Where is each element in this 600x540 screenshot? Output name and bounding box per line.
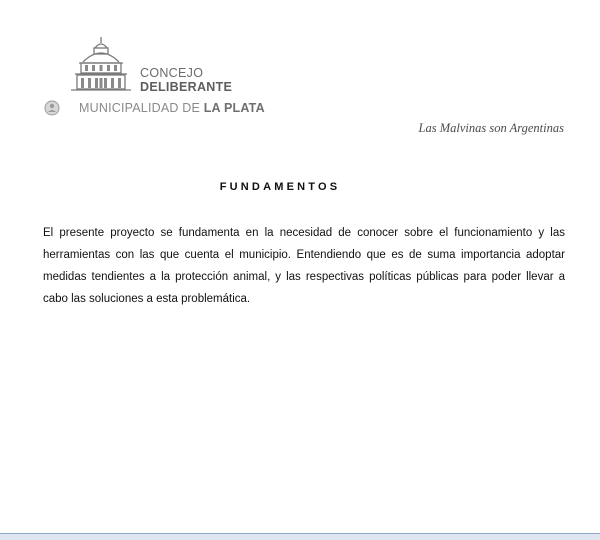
motto-text: Las Malvinas son Argentinas xyxy=(418,121,564,135)
body-paragraph: El presente proyecto se fundamenta en la necesidad de conocer sobre el funcionamiento y las herramientas con las que cuenta el municipio. Entendiendo que es de suma importancia adoptar medidas tendientes a la protección animal, y las respectivas políticas públicas para poder llevar a cabo las soluciones a esta problemática. xyxy=(43,227,565,305)
municipal-seal-icon xyxy=(44,100,60,116)
municipality-prefix: MUNICIPALIDAD DE xyxy=(79,101,204,115)
building-dome-icon xyxy=(69,36,133,94)
org-name-line1: CONCEJO xyxy=(140,66,204,80)
org-name-line2: DELIBERANTE xyxy=(140,80,233,94)
section-heading: FUNDAMENTOS xyxy=(219,181,341,193)
window-bottom-edge xyxy=(0,533,600,540)
municipality-name xyxy=(79,101,265,116)
municipality-city: LA PLATA xyxy=(203,101,265,115)
